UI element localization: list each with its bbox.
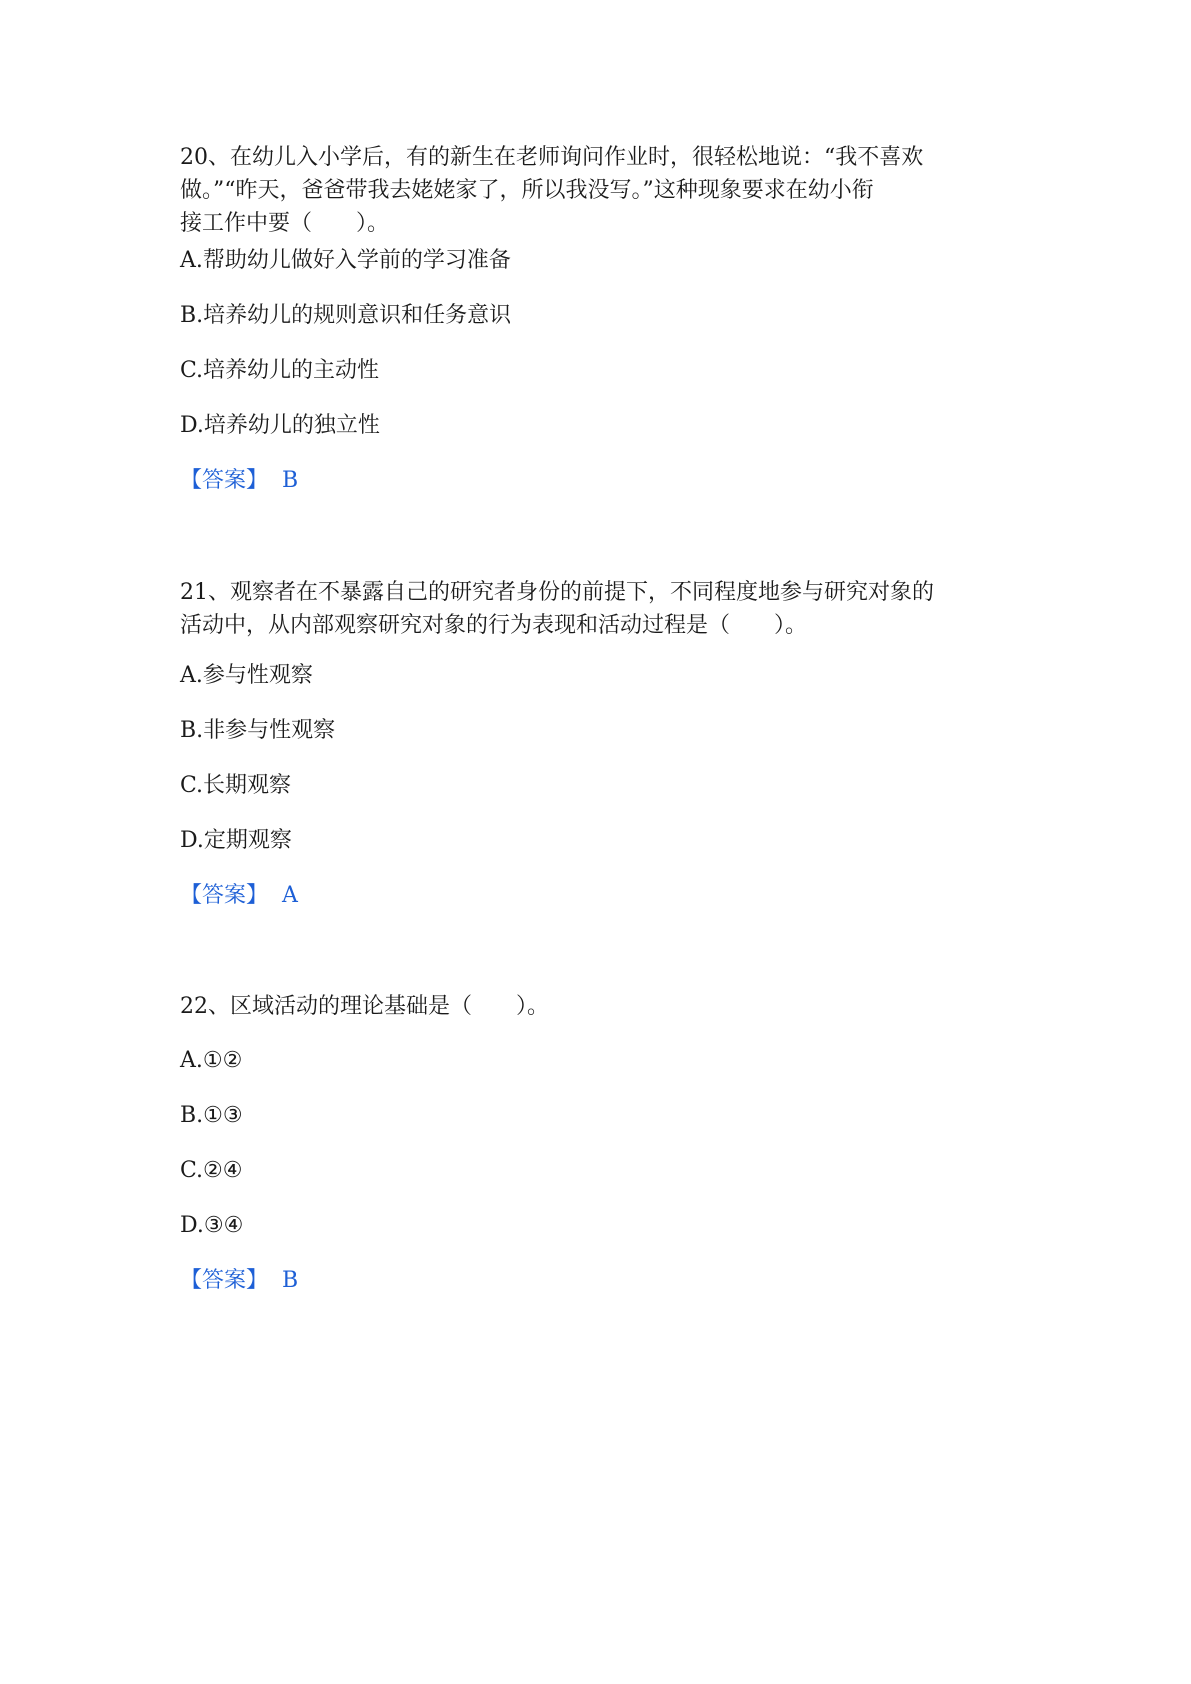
answer-value: A: [282, 883, 298, 908]
question-22-option-a: A.①②: [180, 1048, 243, 1073]
question-20-option-d: D.培养幼儿的独立性: [180, 413, 380, 438]
question-21-stem: 21、观察者在不暴露自己的研究者身份的前提下，不同程度地参与研究对象的 活动中，从内部观察研究对象的行为表现和活动过程是（ ）。: [180, 580, 934, 638]
answer-tag: 【答案】: [180, 468, 269, 493]
question-21-option-d: D.定期观察: [180, 828, 292, 853]
question-20-option-b: B.培养幼儿的规则意识和任务意识: [180, 303, 512, 328]
answer-tag: 【答案】: [180, 1268, 269, 1293]
question-22-option-b: B.①③: [180, 1103, 243, 1128]
question-21-option-a: A.参与性观察: [180, 663, 313, 688]
question-20-option-a: A.帮助幼儿做好入学前的学习准备: [180, 248, 511, 273]
question-20-stem: 20、在幼儿入小学后，有的新生在老师询问作业时，很轻松地说：“我不喜欢 做。”“昨天，爸爸带我去姥姥家了，所以我没写。”这种现象要求在幼小衔 接工作中要（ ）。: [180, 145, 924, 236]
question-22-option-c: C.②④: [180, 1158, 243, 1183]
question-20-option-c: C.培养幼儿的主动性: [180, 358, 380, 383]
question-22-option-d: D.③④: [180, 1213, 244, 1238]
answer-value: B: [282, 468, 299, 493]
answer-value: B: [282, 1268, 299, 1293]
question-21-option-c: C.长期观察: [180, 773, 292, 798]
question-21-option-b: B.非参与性观察: [180, 718, 336, 743]
question-22-stem: 22、区域活动的理论基础是（ ）。: [180, 994, 549, 1019]
question-22-answer: [180, 1266, 1010, 1296]
answer-tag: 【答案】: [180, 883, 269, 908]
question-21-answer: [180, 881, 1010, 911]
question-20-answer: [180, 466, 1010, 496]
